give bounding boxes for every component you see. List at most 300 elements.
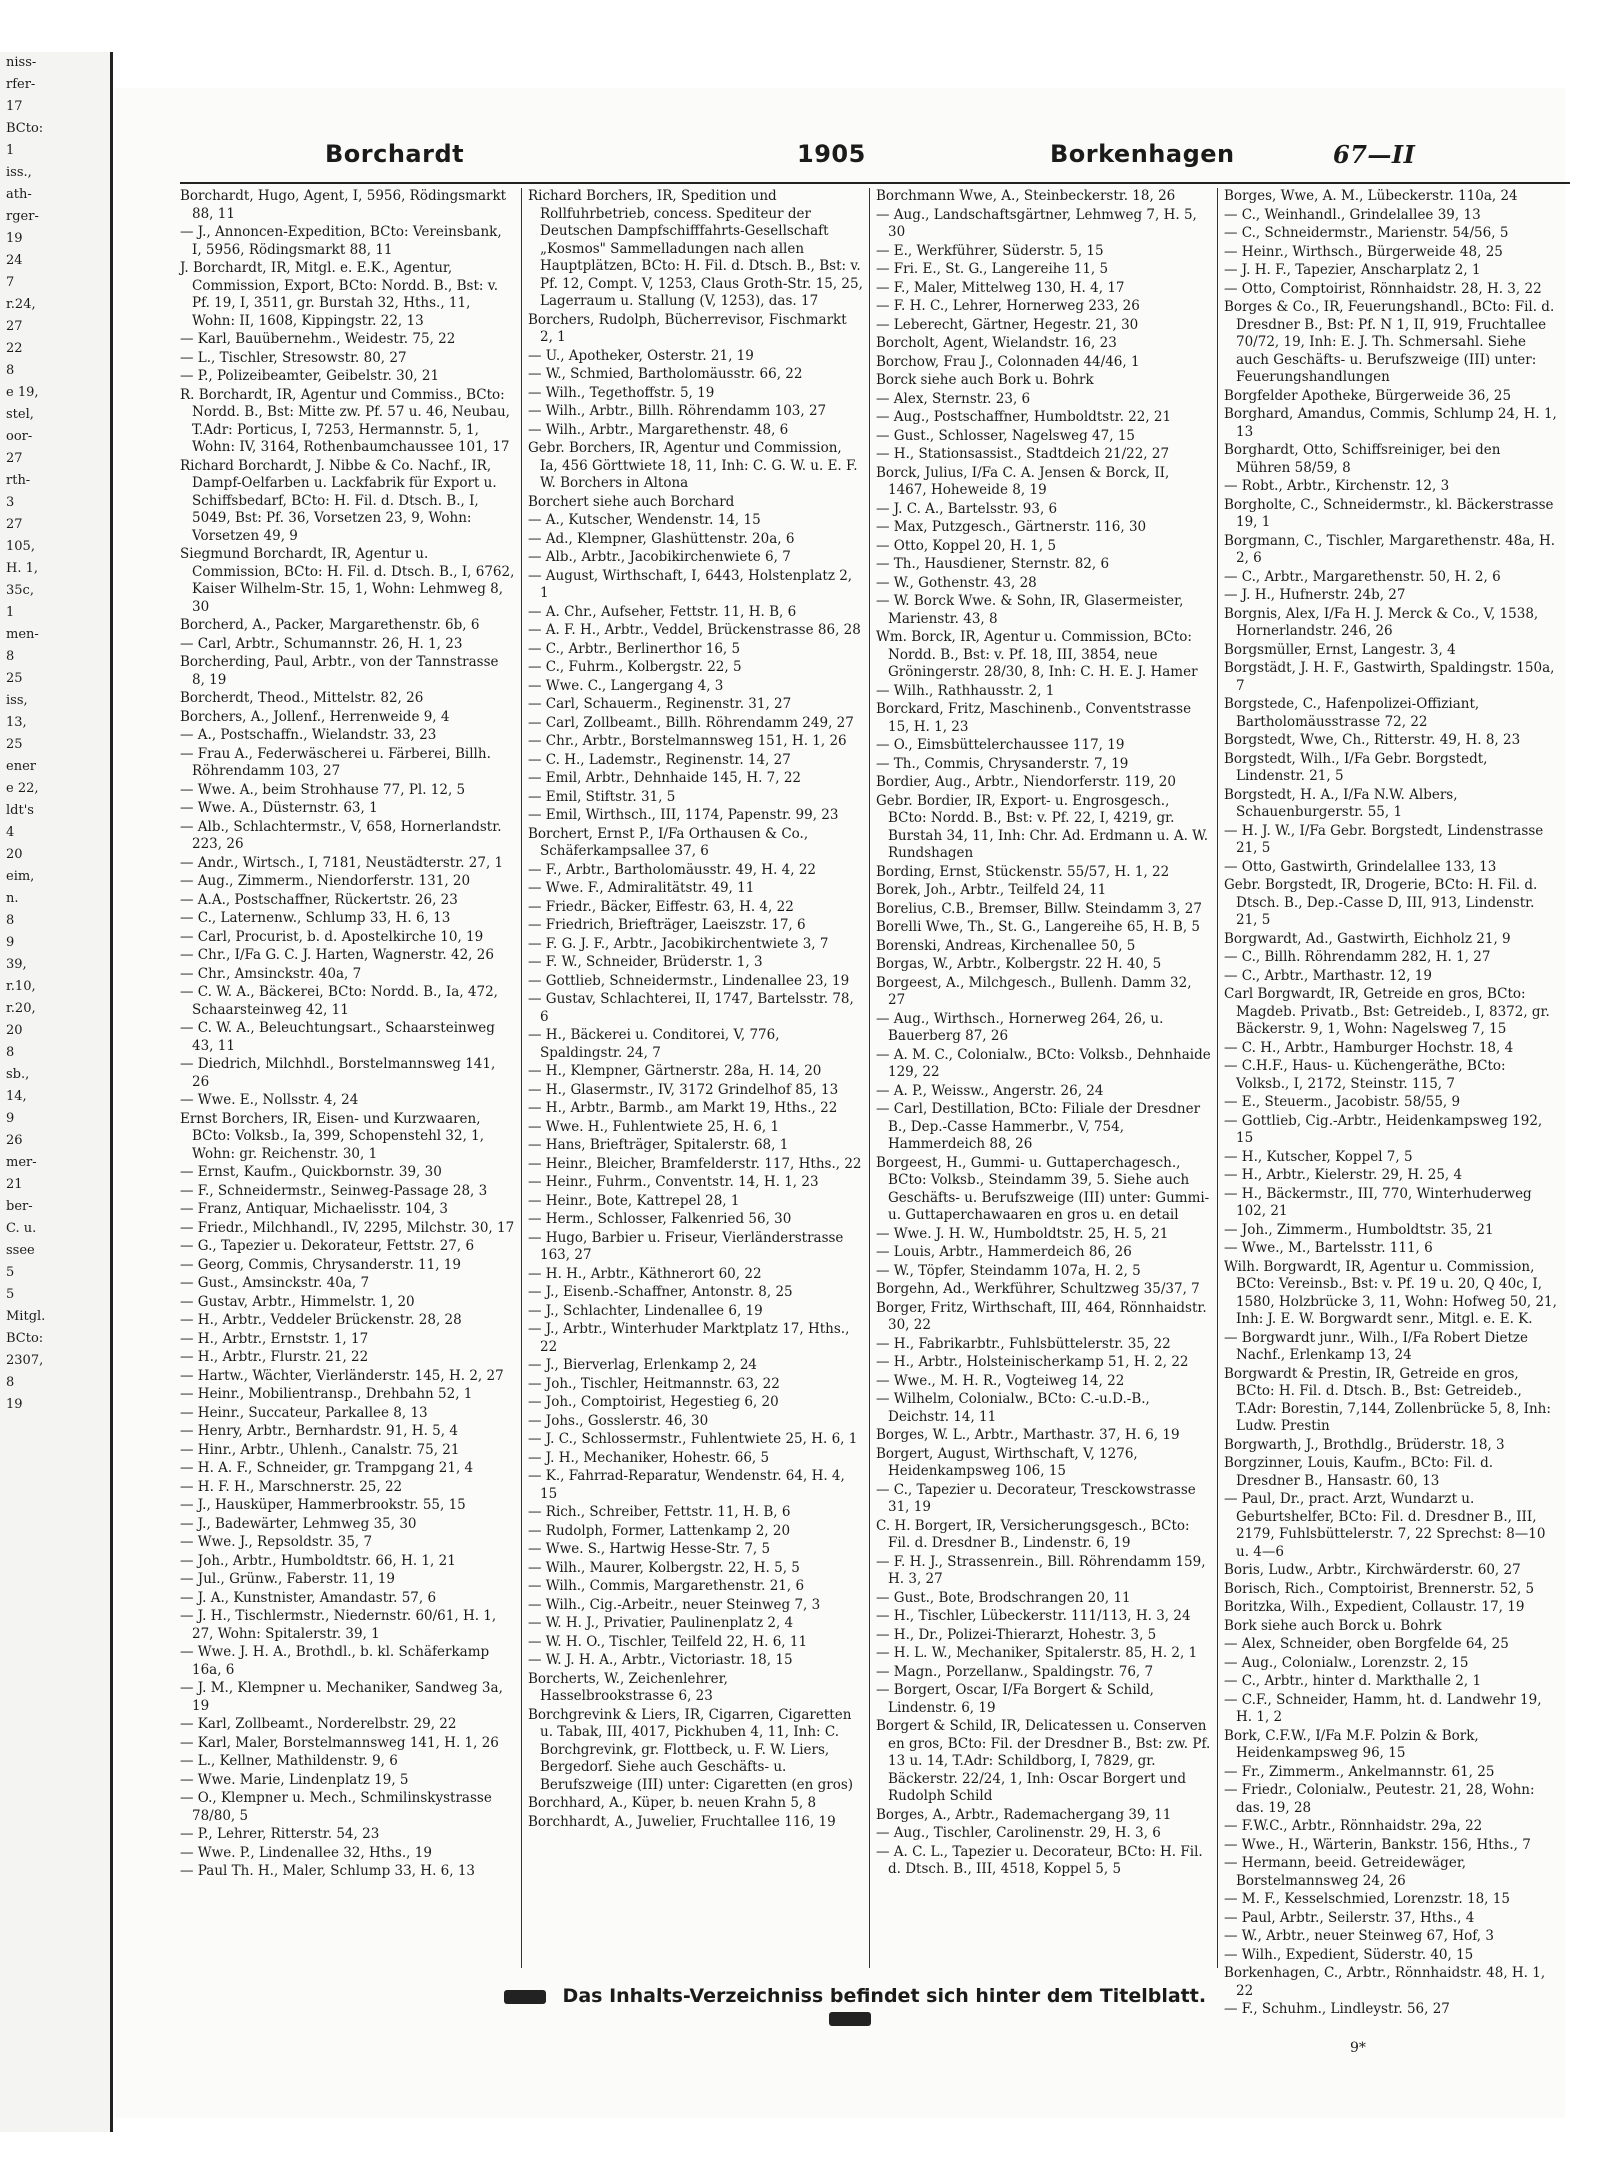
directory-entry: — Wwe. C., Langergang 4, 3 [528,677,724,694]
directory-entry: Borgmann, C., Tischler, Margarethenstr. 48a, H. 2, 6 [1224,532,1556,566]
directory-entry: Borcherding, Paul, Arbtr., von der Tannstrasse 8, 19 [180,654,499,688]
directory-entry: — W., Arbtr., neuer Steinweg 67, Hof, 3 [1224,1928,1494,1944]
previous-page-fragment: iss, [6,693,28,708]
directory-entry: — H. F. H., Marschnerstr. 25, 22 [180,1478,403,1495]
directory-entry: — L., Kellner, Mathildenstr. 9, 6 [180,1753,398,1769]
directory-entry: — A., Kutscher, Wendenstr. 14, 15 [528,512,761,528]
previous-page-fragment: 8 [6,1045,15,1060]
directory-entry: — H. A. F., Schneider, gr. Trampgang 21, 4 [180,1460,474,1476]
previous-page-fragment: ber- [6,1199,33,1214]
directory-entry: — Heinr., Bleicher, Bramfelderstr. 117, Hths., 22 [528,1155,862,1172]
directory-entry: — Emil, Wirthsch., III, 1174, Papenstr. 99, 23 [528,807,839,823]
directory-entry: — E., Steuerm., Jacobistr. 58/55, 9 [1224,1094,1461,1110]
directory-entry: Borgwardt & Prestin, IR, Getreide en gros, BCto: H. Fil. d. Dtsch. B., Bst: Getreideb., T.Adr: Borestin, 7,144, Zollenbrücke 5, 8, Inh: Ludw. Prestin [1224,1365,1551,1434]
directory-entry: — Wwe. J., Repsoldstr. 35, 7 [180,1534,373,1550]
directory-entry: — Gustav, Schlachterei, II, 1747, Bartelsstr. 78, 6 [528,991,854,1025]
directory-entry: — Max, Putzgesch., Gärtnerstr. 116, 30 [876,519,1147,535]
header-left-word: Borchardt [325,140,465,168]
directory-entry: — Rudolph, Former, Lattenkamp 2, 20 [528,1522,791,1539]
directory-entry: Borges, W. L., Arbtr., Marthastr. 37, H. 6, 19 [876,1427,1180,1443]
directory-entry: Siegmund Borchardt, IR, Agentur u. Commission, BCto: H. Fil. d. Dtsch. B., I, 6762, Kaiser Wilhelm-Str. 15, 1, Wohn: Lehmweg 8, 30 [180,546,515,615]
previous-page-fragment: 105, [6,539,35,554]
directory-entry: — Wwe. P., Lindenallee 32, Hths., 19 [180,1844,432,1861]
directory-entry: Borgert & Schild, IR, Delicatessen u. Conserven en gros, BCto: Fil. der Dresdner B., Bst: zw. Pf. 13 u. 14, T.Adr: Schildborg, I, 7829, gr. Bäckerstr. 22/24, 1, Inh: Oscar Borgert und Rudolph Schild [876,1718,1211,1804]
directory-entry: — C., Billh. Röhrendamm 282, H. 1, 27 [1224,949,1491,965]
directory-entry: — Wwe., M. H. R., Vogteiweg 14, 22 [876,1372,1125,1389]
directory-entry: Wilh. Borgwardt, IR, Agentur u. Commission, BCto: Vereinsb., Bst: v. Pf. 19 u. 20, Q 40c, I, 1580, Holzbrücke 3, 11, Wohn: Hofweg 50, 21, Inh: J. E. W. Borgwardt senr., Mitgl. e. E. K. [1224,1258,1557,1327]
directory-entry: — H., Bäckerei u. Conditorei, V, 776, Spaldingstr. 24, 7 [528,1027,780,1061]
directory-entry: — Chr., Amsinckstr. 40a, 7 [180,965,362,982]
directory-entry: — H. J. W., I/Fa Gebr. Borgstedt, Lindenstrasse 21, 5 [1224,822,1544,856]
directory-entry: — W., Schmied, Bartholomäusstr. 66, 22 [528,366,803,382]
directory-entry: — J. H., Mechaniker, Hohestr. 66, 5 [528,1449,770,1466]
directory-entry: — Aug., Postschaffner, Humboldtstr. 22, 21 [876,409,1172,425]
previous-page-fragment: ener [6,759,36,774]
directory-entry: Borcherts, W., Zeichenlehrer, Hasselbrookstrasse 6, 23 [528,1670,728,1704]
directory-entry: — J. M., Klempner u. Mechaniker, Sandweg 3a, 19 [180,1680,503,1714]
previous-page-fragment: 5 [6,1287,15,1302]
directory-entry: Borcherdt, Theod., Mittelstr. 82, 26 [180,690,424,706]
directory-entry: — Wilh., Maurer, Kolbergstr. 22, H. 5, 5 [528,1559,800,1576]
directory-entry: — Fr., Zimmerm., Ankelmannstr. 61, 25 [1224,1763,1495,1780]
directory-entry: Borghard, Amandus, Commis, Schlump 24, H. 1, 13 [1224,406,1557,440]
directory-entry: Borgstedt, Wwe, Ch., Ritterstr. 49, H. 8, 23 [1224,732,1521,748]
directory-entry: — C. W. A., Beleuchtungsart., Schaarsteinweg 43, 11 [180,1020,495,1054]
directory-entry: — A.A., Postschaffner, Rückertstr. 26, 23 [180,891,458,908]
directory-entry: — Hermann, beeid. Getreidewäger, Borstelmannsweg 24, 26 [1224,1855,1467,1889]
directory-entry: — A. F. H., Arbtr., Veddel, Brückenstrasse 86, 28 [528,622,861,638]
directory-entry: — C., Fuhrm., Kolbergstr. 22, 5 [528,659,742,675]
directory-entry: — Frau A., Federwäscherei u. Färberei, Billh. Röhrendamm 103, 27 [180,745,491,779]
directory-entry: — Borgert, Oscar, I/Fa Borgert & Schild, Lindenstr. 6, 19 [876,1682,1154,1716]
header-rule [180,182,1570,184]
directory-entry: — O., Klempner u. Mech., Schmilinskystrasse 78/80, 5 [180,1790,492,1824]
directory-entry: — J. H., Hufnerstr. 24b, 27 [1224,587,1406,603]
directory-entry: — Heinr., Fuhrm., Conventstr. 14, H. 1, 23 [528,1174,819,1190]
directory-entry: — Joh., Tischler, Heitmannstr. 63, 22 [528,1375,780,1392]
previous-page-fragment: 25 [6,737,23,752]
previous-page-fragment: 19 [6,231,23,246]
previous-page-fragment: H. 1, [6,561,39,576]
directory-entry: — W. H. J., Privatier, Paulinenplatz 2, 4 [528,1615,794,1631]
previous-page-fragment: 1 [6,605,15,620]
directory-entry: C. H. Borgert, IR, Versicherungsgesch., BCto: Fil. d. Dresdner B., Lindenstr. 6, 19 [876,1517,1190,1551]
previous-page-fragment: 27 [6,517,23,532]
directory-entry: — F.W.C., Arbtr., Rönnhaidstr. 29a, 22 [1224,1818,1483,1834]
directory-entry: — Gustav, Arbtr., Himmelstr. 1, 20 [180,1293,415,1310]
directory-entry: — Chr., Arbtr., Borstelmannsweg 151, H. 1, 26 [528,733,847,749]
header-right-word: Borkenhagen [1050,140,1235,168]
directory-entry: — Heinr., Wirthsch., Bürgerweide 48, 25 [1224,243,1503,260]
directory-entry: — J. H. F., Tapezier, Anscharplatz 2, 1 [1224,262,1481,278]
previous-page-fragment: iss., [6,165,32,180]
directory-entry: — G., Tapezier u. Dekorateur, Fettstr. 27, 6 [180,1238,475,1254]
column-2 [528,188,863,1968]
directory-entry: — H., Kutscher, Koppel 7, 5 [1224,1148,1413,1165]
directory-entry: — H., Klempner, Gärtnerstr. 28a, H. 14, 20 [528,1063,822,1079]
directory-entry: Carl Borgwardt, IR, Getreide en gros, BCto: Magdeb. Privatb., Bst: Getreideb., I, 8372, gr. Bäckerstr. 9, 1, Wohn: Nagelsweg 7, 15 [1224,986,1550,1037]
page-header [115,140,1560,180]
previous-page-fragment: 7 [6,275,15,290]
directory-entry: — A. M. C., Colonialw., BCto: Volksb., Dehnhaide 129, 22 [876,1046,1211,1080]
directory-entry: — Aug., Landschaftsgärtner, Lehmweg 7, H. 5, 30 [876,206,1197,240]
directory-entry: Borkenhagen, C., Arbtr., Rönnhaidstr. 48, H. 1, 22 [1224,1965,1546,1999]
directory-entry: — Wilh., Tegethoffstr. 5, 19 [528,384,715,401]
directory-entry: Borchmann Wwe, A., Steinbeckerstr. 18, 26 [876,188,1176,204]
directory-entry: — E., Werkführer, Süderstr. 5, 15 [876,242,1104,259]
directory-entry: Borchers, Rudolph, Bücherrevisor, Fischmarkt 2, 1 [528,311,847,345]
directory-entry: — Heinr., Bote, Kattrepel 28, 1 [528,1192,740,1209]
directory-entry: — A., Postschaffn., Wielandstr. 33, 23 [180,727,437,743]
directory-entry: — F. G. J. F., Arbtr., Jacobikirchentwiete 3, 7 [528,935,829,952]
previous-page-fragment: stel, [6,407,34,422]
directory-entry: — J. A., Kunstnister, Amandastr. 57, 6 [180,1589,437,1606]
directory-entry: Borgholte, C., Schneidermstr., kl. Bäckerstrasse 19, 1 [1224,496,1554,530]
directory-entry: Borcherd, A., Packer, Margarethenstr. 6b, 6 [180,617,480,633]
pointing-hand-icon [504,1990,546,2004]
directory-entry: — Louis, Arbtr., Hammerdeich 86, 26 [876,1244,1132,1260]
directory-entry: — C., Schneidermstr., Marienstr. 54/56, 5 [1224,225,1509,241]
directory-entry: — H., Bäckermstr., III, 770, Winterhuderweg 102, 21 [1224,1185,1532,1219]
previous-page-fragment: BCto: [6,121,44,136]
previous-page-fragment: e 19, [6,385,39,400]
directory-entry: — Wwe. A., beim Strohhause 77, Pl. 12, 5 [180,781,466,798]
directory-entry: Borgas, W., Arbtr., Kolbergstr. 22 H. 40, 5 [876,956,1162,972]
directory-entry: — Wwe. J. H. A., Brothdl., b. kl. Schäferkamp 16a, 6 [180,1644,490,1678]
directory-entry: Borchert siehe auch Borchard [528,493,735,510]
directory-entry: — Robt., Arbtr., Kirchenstr. 12, 3 [1224,478,1450,494]
directory-entry: R. Borchardt, IR, Agentur und Commiss., BCto: Nordd. B., Bst: Mitte zw. Pf. 57 u. 46, Neubau, T.Adr: Porticus, I, 7253, Hermannstr. 5, 1, Wohn: IV, 3164, Rothenbaumchaussee 101, 17 [180,386,510,455]
directory-entry: — C., Tapezier u. Decorateur, Tresckowstrasse 31, 19 [876,1481,1196,1515]
previous-page-fragment: sb., [6,1067,30,1082]
directory-entry: — W. Borck Wwe. & Sohn, IR, Glasermeister, Marienstr. 43, 8 [876,593,1184,627]
directory-entry: — A. P., Weissw., Angerstr. 26, 24 [876,1082,1104,1099]
previous-page-fragment: oor- [6,429,33,444]
directory-entry: Borgstädt, J. H. F., Gastwirth, Spaldingstr. 150a, 7 [1224,660,1555,694]
directory-entry: — C., Arbtr., Margarethenstr. 50, H. 2, 6 [1224,568,1501,585]
directory-entry: — Alex, Sternstr. 23, 6 [876,390,1031,407]
directory-entry: — Otto, Koppel 20, H. 1, 5 [876,537,1057,554]
directory-entry: — F., Schuhm., Lindleystr. 56, 27 [1224,2001,1450,2017]
directory-entry: — Rich., Schreiber, Fettstr. 11, H. B, 6 [528,1504,791,1520]
directory-entry: Borgert, August, Wirthschaft, V, 1276, Heidenkampsweg 106, 15 [876,1445,1138,1479]
directory-entry: Borchow, Frau J., Colonnaden 44/46, 1 [876,353,1140,370]
directory-entry: — Aug., Zimmerm., Niendorferstr. 131, 20 [180,873,471,889]
previous-page-fragment: 26 [6,1133,23,1148]
footer-text: Das Inhalts-Verzeichniss befindet sich hinter dem Titelblatt. [562,1985,1207,2007]
directory-entry: — Leberecht, Gärtner, Hegestr. 21, 30 [876,316,1139,333]
directory-entry: — Herm., Schlosser, Falkenried 56, 30 [528,1211,792,1227]
directory-entry: Borgstedt, H. A., I/Fa N.W. Albers, Schauenburgerstr. 55, 1 [1224,786,1458,820]
directory-entry: — Chr., I/Fa G. C. J. Harten, Wagnerstr. 42, 26 [180,947,494,963]
directory-entry: Borges & Co., IR, Feuerungshandl., BCto: Fil. d. Dresdner B., Bst: Pf. N 1, II, 919, Fruchtallee 70/72, 19, Inh: E. J. Th. Schmersahl. Siehe auch Geschäfts- u. Berufszweige (III) unter: Feuerungshandlungen [1224,299,1555,385]
previous-page-fragment: 1 [6,143,15,158]
directory-entry: — Ad., Klempner, Glashüttenstr. 20a, 6 [528,530,795,547]
directory-entry: Boris, Ludw., Arbtr., Kirchwärderstr. 60, 27 [1224,1562,1521,1578]
previous-page-fragment: BCto: [6,1331,44,1346]
directory-entry: Borgstede, C., Hafenpolizei-Offiziant, Bartholomäusstrasse 72, 22 [1224,696,1480,730]
directory-entry: — H., Dr., Polizei-Thierarzt, Hohestr. 3, 5 [876,1626,1157,1643]
directory-entry: — Hans, Briefträger, Spitalerstr. 68, 1 [528,1137,789,1153]
previous-page-fragment: 21 [6,1177,23,1192]
previous-page-fragment: niss- [6,55,37,70]
directory-entry: — H., Arbtr., Kielerstr. 29, H. 25, 4 [1224,1167,1463,1183]
previous-page-fragment: 24 [6,253,23,268]
directory-entry: — Carl, Zollbeamt., Billh. Röhrendamm 249, 27 [528,714,854,731]
directory-entry: — Aug., Tischler, Carolinenstr. 29, H. 3, 6 [876,1825,1161,1841]
previous-page-fragment: 13, [6,715,27,730]
previous-page-fragment: r.24, [6,297,36,312]
directory-entry: — Wilh., Commis, Margarethenstr. 21, 6 [528,1578,805,1594]
directory-entry: Borges, A., Arbtr., Rademachergang 39, 11 [876,1806,1172,1823]
previous-page-fragment: 5 [6,1265,15,1280]
directory-entry: — W., Töpfer, Steindamm 107a, H. 2, 5 [876,1262,1141,1279]
previous-page-fragment: 27 [6,451,23,466]
directory-entry: — Emil, Stiftstr. 31, 5 [528,788,676,805]
previous-page-fragment: 8 [6,363,15,378]
previous-page-fragment: ssee [6,1243,35,1258]
directory-entry: — Jul., Grünw., Faberstr. 11, 19 [180,1571,395,1587]
directory-entry: — Gottlieb, Schneidermstr., Lindenallee 23, 19 [528,972,850,989]
directory-entry: Borgwarth, J., Brothdlg., Brüderstr. 18, 3 [1224,1436,1505,1453]
header-year: 1905 [797,140,866,168]
directory-entry: Borchert, Ernst P., I/Fa Orthausen & Co., Schäferkampsallee 37, 6 [528,825,809,859]
directory-entry: — Carl, Schauerm., Reginenstr. 31, 27 [528,696,792,712]
directory-entry: — H., Arbtr., Holsteinischerkamp 51, H. 2, 22 [876,1354,1189,1370]
directory-entry: — Friedr., Colonialw., Peutestr. 21, 28, Wohn: das. 19, 28 [1224,1782,1535,1816]
previous-page-fragment: Mitgl. [6,1309,46,1324]
previous-page-fragment: rth- [6,473,31,488]
directory-entry: Boritzka, Wilh., Expedient, Collaustr. 17, 19 [1224,1599,1525,1615]
previous-page-fragment: 3 [6,495,15,510]
directory-entry: — Wilh., Arbtr., Margarethenstr. 48, 6 [528,421,789,438]
directory-entry: — Emil, Arbtr., Dehnhaide 145, H. 7, 22 [528,770,802,786]
directory-entry: — Wwe. J. H. W., Humboldtstr. 25, H. 5, 21 [876,1225,1169,1242]
previous-page-fragment: 4 [6,825,15,840]
directory-entry: — Alb., Schlachtermstr., V, 658, Hornerlandstr. 223, 26 [180,818,502,852]
directory-entry: — Wilh., Arbtr., Billh. Röhrendamm 103, 27 [528,403,827,419]
printer-signature: 9* [1350,2040,1366,2056]
directory-entry: — Joh., Arbtr., Humboldtstr. 66, H. 1, 21 [180,1552,456,1569]
directory-entry: Borges, Wwe, A. M., Lübeckerstr. 110a, 24 [1224,188,1518,204]
directory-entry: — H. L. W., Mechaniker, Spitalerstr. 85, H. 2, 1 [876,1645,1198,1661]
directory-entry: — Heinr., Mobilientransp., Drehbahn 52, 1 [180,1386,473,1402]
previous-page-fragment: men- [6,627,39,642]
directory-entry: — Alex, Schneider, oben Borgfelde 64, 25 [1224,1636,1509,1652]
previous-page-fragment: n. [6,891,19,906]
previous-page-fragment: 17 [6,99,23,114]
directory-entry: — Ernst, Kaufm., Quickbornstr. 39, 30 [180,1164,442,1180]
directory-entry: — H., Arbtr., Barmb., am Markt 19, Hths., 22 [528,1100,838,1116]
directory-entry: Borgstedt, Wilh., I/Fa Gebr. Borgstedt, Lindenstr. 21, 5 [1224,750,1488,784]
directory-entry: Borgwardt, Ad., Gastwirth, Eichholz 21, 9 [1224,930,1511,947]
directory-entry: Borenski, Andreas, Kirchenallee 50, 5 [876,937,1136,954]
directory-entry: — Gust., Bote, Brodschrangen 20, 11 [876,1589,1131,1606]
directory-entry: — J., Annoncen-Expedition, BCto: Vereinsbank, I, 5956, Rödingsmarkt 88, 11 [180,224,502,258]
directory-entry: — Otto, Gastwirth, Grindelallee 133, 13 [1224,858,1497,875]
directory-entry: — C.H.F., Haus- u. Küchengeräthe, BCto: Volksb., I, 2172, Steinstr. 115, 7 [1224,1058,1506,1092]
directory-entry: — J. C. A., Bartelsstr. 93, 6 [876,500,1058,517]
directory-entry: — A. Chr., Aufseher, Fettstr. 11, H. B, 6 [528,603,797,620]
directory-entry: — Wilh., Rathhausstr. 2, 1 [876,682,1055,699]
directory-entry: Borck siehe auch Bork u. Bohrk [876,372,1094,388]
previous-page-fragment: 22 [6,341,23,356]
directory-entry: Borelius, C.B., Bremser, Billw. Steindamm 3, 27 [876,900,1202,917]
directory-entry: — C., Laternenw., Schlump 33, H. 6, 13 [180,910,451,926]
directory-entry: Borger, Fritz, Wirthschaft, III, 464, Rönnhaidstr. 30, 22 [876,1299,1207,1333]
column-4 [1224,188,1559,2017]
directory-entry: — F., Arbtr., Bartholomäusstr. 49, H. 4, 22 [528,861,817,878]
directory-entry: Borchardt, Hugo, Agent, I, 5956, Rödingsmarkt 88, 11 [180,188,507,222]
directory-entry: — Wilh., Expedient, Süderstr. 40, 15 [1224,1946,1474,1963]
directory-entry: — Friedrich, Briefträger, Laeiszstr. 17, 6 [528,917,806,933]
directory-entry: Bork, C.F.W., I/Fa M.F. Polzin & Bork, Heidenkampsweg 96, 15 [1224,1727,1479,1761]
previous-page-fragment: 2307, [6,1353,44,1368]
directory-entry: — Wwe. H., Fuhlentwiete 25, H. 6, 1 [528,1118,780,1135]
directory-entry: — Wilh., Cig.-Arbeitr., neuer Steinweg 7, 3 [528,1596,821,1613]
directory-entry: — Joh., Zimmerm., Humboldtstr. 35, 21 [1224,1221,1494,1238]
directory-entry: Borchers, A., Jollenf., Herrenweide 9, 4 [180,708,450,725]
directory-entry: — H., Arbtr., Flurstr. 21, 22 [180,1349,369,1365]
directory-entry: — Gottlieb, Cig.-Arbtr., Heidenkampsweg 192, 15 [1224,1112,1543,1146]
directory-entry: — Wwe. E., Nollsstr. 4, 24 [180,1092,359,1108]
directory-entry: — C. H., Lademstr., Reginenstr. 14, 27 [528,751,791,768]
footer-note [470,1985,1230,2021]
directory-entry: Ernst Borchers, IR, Eisen- und Kurzwaaren, BCto: Volksb., Ia, 399, Schopenstehl 32, 1, Wohn: gr. Reichenstr. 30, 1 [180,1110,485,1162]
directory-entry: — H., Stationsassist., Stadtdeich 21/22, 27 [876,446,1170,462]
directory-entry: Gebr. Bordier, IR, Export- u. Engrosgesch., BCto: Nordd. B., Bst: v. Pf. 22, I, 4219, gr. Burstah 34, 11, Inh: Chr. Ad. Erdmann u. A. W. Rundshagen [876,792,1208,861]
directory-entry: Borchhardt, A., Juwelier, Fruchtallee 116, 19 [528,1813,836,1830]
directory-entry: Borchhard, A., Küper, b. neuen Krahn 5, 8 [528,1795,817,1811]
directory-entry: — Hugo, Barbier u. Friseur, Vierländerstrasse 163, 27 [528,1229,844,1263]
directory-entry: — Hinr., Arbtr., Uhlenh., Canalstr. 75, 21 [180,1441,460,1458]
directory-entry: Borgeest, A., Milchgesch., Bullenh. Damm 32, 27 [876,974,1192,1008]
directory-entry: Borgzinner, Louis, Kaufm., BCto: Fil. d. Dresdner B., Hansastr. 60, 13 [1224,1455,1494,1489]
directory-entry: Borgnis, Alex, I/Fa H. J. Merck & Co., V, 1538, Hornerlandstr. 246, 26 [1224,605,1539,639]
directory-entry: Wm. Borck, IR, Agentur u. Commission, BCto: Nordd. B., Bst: v. Pf. 18, III, 3854, neue Gröningerstr. 28/30, 8, Inh: C. H. E. J. Hamer [876,629,1198,680]
directory-entry: — L., Tischler, Stresowstr. 80, 27 [180,349,407,366]
pointing-hand-icon [829,2012,871,2026]
directory-entry: Borgfelder Apotheke, Bürgerweide 36, 25 [1224,387,1512,404]
directory-entry: — Johs., Gosslerstr. 46, 30 [528,1412,709,1429]
directory-entry: — W., Gothenstr. 43, 28 [876,574,1037,591]
directory-entry: — Henry, Arbtr., Bernhardstr. 91, H. 5, 4 [180,1423,458,1439]
directory-entry: — J., Bierverlag, Erlenkamp 2, 24 [528,1357,757,1373]
directory-entry: Gebr. Borgstedt, IR, Drogerie, BCto: H. Fil. d. Dtsch. B., Dep.-Casse D, III, 913, Lindenstr. 21, 5 [1224,877,1538,928]
directory-entry: Borgeest, H., Gummi- u. Guttaperchagesch., BCto: Volksb., Steindamm 39, 5. Siehe auch Geschäfts- u. Berufszweige (III) unter: Gummi- u. Guttaperchawaaren en gros u. en detail [876,1154,1210,1223]
directory-entry: — Magn., Porzellanw., Spaldingstr. 76, 7 [876,1663,1154,1680]
directory-entry: Borcholt, Agent, Wielandstr. 16, 23 [876,335,1117,351]
previous-page-fragment: 35c, [6,583,34,598]
directory-entry: — Th., Commis, Chrysanderstr. 7, 19 [876,755,1129,772]
directory-entry: Borisch, Rich., Comptoirist, Brennerstr. 52, 5 [1224,1580,1535,1597]
previous-page-fragment: 8 [6,1375,15,1390]
directory-entry: — O., Eimsbüttelerchaussee 117, 19 [876,737,1125,753]
directory-entry: — Wilhelm, Colonialw., BCto: C.-u.D.-B., Deichstr. 14, 11 [876,1391,1150,1425]
directory-entry: — Wwe., H., Wärterin, Bankstr. 156, Hths., 7 [1224,1836,1531,1853]
directory-entry: — Carl, Destillation, BCto: Filiale der Dresdner B., Dep.-Casse Hammerbr., V, 754, Hammerdeich 88, 26 [876,1101,1201,1152]
directory-entry: — J., Badewärter, Lehmweg 35, 30 [180,1515,417,1532]
directory-entry: — M. F., Kesselschmied, Lorenzstr. 18, 15 [1224,1891,1510,1907]
directory-entry: Richard Borchers, IR, Spedition und Rollfuhrbetrieb, concess. Spediteur der Deutschen Dampfschifffahrts-Gesellschaft „Kosmos" Sammelladungen nach allen Hauptplätzen, BCto: H. Fil. d. Dtsch. B., Bst: v. Pf. 12, Compt. V, 1253, Claus Groth-Str. 15, 25, Lagerraum u. Stallung (V, 1253), das. 17 [528,188,863,309]
page-number: 67—II [1333,140,1416,169]
directory-entry: — A. C. L., Tapezier u. Decorateur, BCto: H. Fil. d. Dtsch. B., III, 4518, Koppel 5, 5 [876,1843,1203,1877]
previous-page-fragment: 8 [6,649,15,664]
directory-entry: — W. H. O., Tischler, Teilfeld 22, H. 6, 11 [528,1633,808,1650]
previous-page-fragment: 19 [6,1397,23,1412]
directory-entry: Borghardt, Otto, Schiffsreiniger, bei den Mühren 58/59, 8 [1224,442,1501,476]
directory-entry: — P., Polizeibeamter, Geibelstr. 30, 21 [180,368,440,384]
directory-entry: — Andr., Wirtsch., I, 7181, Neustädterstr. 27, 1 [180,854,504,871]
directory-entry: — Th., Hausdiener, Sternstr. 82, 6 [876,556,1110,572]
directory-entry: — J., Eisenb.-Schaffner, Antonstr. 8, 25 [528,1284,793,1300]
directory-entry: — H., Fabrikarbtr., Fuhlsbüttelerstr. 35, 22 [876,1335,1171,1352]
previous-page-fragment: 14, [6,1089,27,1104]
directory-entry: — Wwe. A., Düsternstr. 63, 1 [180,800,378,816]
directory-entry: Richard Borchardt, J. Nibbe & Co. Nachf., IR, Dampf-Oelfarben u. Lackfabrik für Export u. Schiffsbedarf, BCto: H. Fil. d. Dtsch. B., I, 5049, Bst: Pf. 36, Vorsetzen 23, 9, Wohn: Vorsetzen 49, 9 [180,457,497,544]
directory-entry: Gebr. Borchers, IR, Agentur und Commission, Ia, 456 Görttwiete 18, 11, Inh: C. G. W. u. E. F. W. Borchers in Altona [528,440,858,491]
directory-entry: — Franz, Antiquar, Michaelisstr. 104, 3 [180,1201,449,1217]
previous-page-fragment: mer- [6,1155,37,1170]
directory-entry: Borek, Joh., Arbtr., Teilfeld 24, 11 [876,882,1107,898]
previous-page-fragment: 8 [6,913,15,928]
directory-entry: — Karl, Maler, Borstelmannsweg 141, H. 1, 26 [180,1734,499,1751]
directory-entry: — W. J. H. A., Arbtr., Victoriastr. 18, 15 [528,1652,793,1668]
directory-entry: — Hartw., Wächter, Vierländerstr. 145, H. 2, 27 [180,1367,504,1384]
previous-page-fragment: r.20, [6,1001,36,1016]
directory-entry: — F. H. J., Strassenrein., Bill. Röhrendamm 159, H. 3, 27 [876,1553,1206,1587]
previous-page-fragment: 9 [6,1111,15,1126]
directory-entry: — Karl, Bauübernehm., Weidestr. 75, 22 [180,331,456,347]
previous-page-fragment: rfer- [6,77,36,92]
directory-entry: — Heinr., Succateur, Parkallee 8, 13 [180,1404,428,1421]
previous-page-fragment: 20 [6,847,23,862]
directory-entry: — Wwe., M., Bartelsstr. 111, 6 [1224,1240,1433,1256]
previous-page-fragment: ath- [6,187,32,202]
directory-entry: — Georg, Commis, Chrysanderstr. 11, 19 [180,1256,461,1273]
directory-entry: — Aug., Wirthsch., Hornerweg 264, 26, u. Bauerberg 87, 26 [876,1010,1164,1044]
directory-entry: — C.F., Schneider, Hamm, ht. d. Landwehr 19, H. 1, 2 [1224,1691,1542,1725]
directory-entry: — Wwe. F., Admiralitätstr. 49, 11 [528,880,755,896]
directory-entry: — F., Schneidermstr., Seinweg-Passage 28, 3 [180,1182,488,1199]
directory-entry: — H., Tischler, Lübeckerstr. 111/113, H. 3, 24 [876,1608,1191,1624]
column-1 [180,188,515,1968]
previous-page-fragment: C. u. [6,1221,37,1236]
previous-page-fragment: 9 [6,935,15,950]
directory-entry: Borgehn, Ad., Werkführer, Schultzweg 35/37, 7 [876,1281,1200,1297]
directory-entry: — C., Arbtr., hinter d. Markthalle 2, 1 [1224,1673,1482,1689]
directory-entry: Bork siehe auch Borck u. Bohrk [1224,1617,1442,1634]
previous-page-fragment: 20 [6,1023,23,1038]
directory-entry: — Friedr., Bäcker, Eiffestr. 63, H. 4, 22 [528,898,794,915]
directory-entry: — Gust., Schlosser, Nagelsweg 47, 15 [876,427,1135,444]
directory-entry: Bordier, Aug., Arbtr., Niendorferstr. 119, 20 [876,774,1176,790]
directory-entry: Borckard, Fritz, Maschinenb., Conventstrasse 15, H. 1, 23 [876,701,1192,735]
directory-entry: J. Borchardt, IR, Mitgl. e. E.K., Agentur, Commission, Export, BCto: Nordd. B., Bst: v. Pf. 19, I, 3511, gr. Burstah 32, Hths., 11, Wohn: II, 1608, Kippingstr. 22, 13 [180,260,499,329]
directory-entry: — J. H., Tischlermstr., Niedernstr. 60/61, H. 1, 27, Wohn: Spitalerstr. 39, 1 [180,1608,497,1642]
previous-page-fragment: rger- [6,209,39,224]
directory-entry: — J. C., Schlossermstr., Fuhlentwiete 25, H. 6, 1 [528,1431,858,1447]
directory-entry: — J., Arbtr., Winterhuder Marktplatz 17, Hths., 22 [528,1321,850,1355]
directory-entry: — Friedr., Milchhandl., IV, 2295, Milchstr. 30, 17 [180,1219,515,1236]
directory-entry: — Fri. E., St. G., Langereihe 11, 5 [876,261,1109,277]
directory-entry: — F., Maler, Mittelweg 130, H. 4, 17 [876,279,1125,296]
directory-entry: — U., Apotheker, Osterstr. 21, 19 [528,347,754,364]
previous-page-fragment: e 22, [6,781,39,796]
directory-entry: — Paul, Dr., pract. Arzt, Wundarzt u. Geburtshelfer, BCto: Fil. d. Dresdner B., III, 2179, Fuhlsbüttelerstr. 7, 22 Sprechst: 8—10 u. 4—6 [1224,1491,1546,1560]
directory-entry: — C. H., Arbtr., Hamburger Hochstr. 18, 4 [1224,1039,1514,1056]
previous-page-fragment: r.10, [6,979,36,994]
